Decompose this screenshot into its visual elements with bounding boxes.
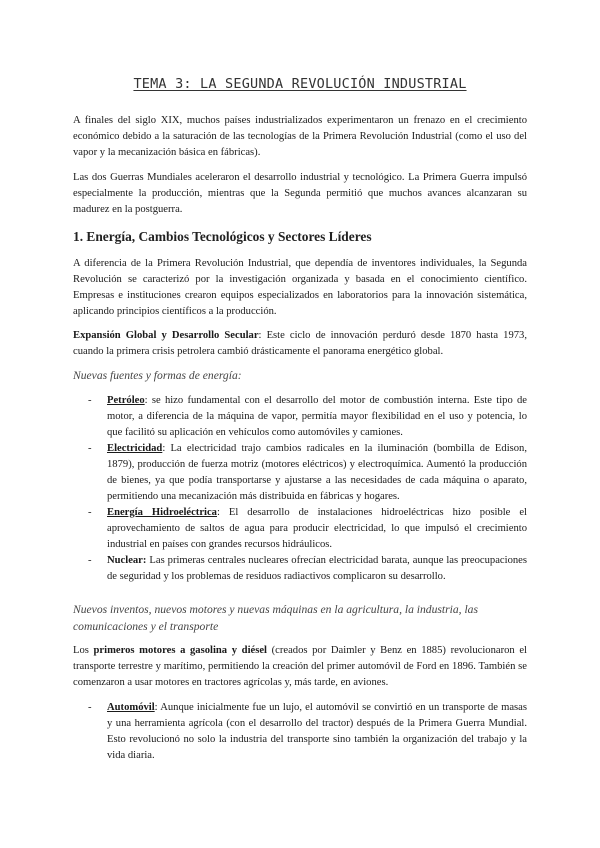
list-item-electricidad: [107, 441, 527, 505]
motors-text: (creados por Daimler y Benz en 1885) revolucionaron el transporte terrestre y marítimo, permitiendo la creación del primer automóvil de Ford en 1896. También se comenzaron a usar motores en tractores agrícolas y, más tarde, en aviones.: [73, 645, 527, 688]
motors-prefix: Los: [73, 645, 94, 656]
section-paragraph-3: [73, 643, 527, 691]
list-bullet: -: [88, 555, 92, 566]
intro-paragraph-2: Las dos Guerras Mundiales aceleraron el desarrollo industrial y tecnológico. La Primera Guerra impulsó especialmente la producción, mientras que la Segunda permitió que muchos avances alcanzaran su madurez en la postguerra.: [73, 172, 527, 215]
list-bullet: -: [88, 443, 92, 454]
list-item-automovil: [107, 700, 527, 764]
list-item-hidroelectrica: [107, 505, 527, 553]
intro-paragraph-1: A finales del siglo XIX, muchos países industrializados experimentaron un frenazo en el crecimiento económico debido a la saturación de las tecnologías de la Primera Revolución Industrial (como el uso del vapor y la mecanización básica en fábricas).: [73, 115, 527, 158]
item-text: : La electricidad trajo cambios radicales en la iluminación (bombilla de Edison, 1879), producción de fuerza motriz (motores eléctricos) y electroquímica. Aumentó la producción de bienes, ya que podía transportarse y ajustarse a las necesidades de cada máquina o aparato, permitiendo una mecanización más distribuida en fábricas y hogares.: [107, 443, 527, 502]
list-bullet: -: [88, 507, 92, 518]
list-item-petroleo: [107, 393, 527, 441]
motors-label: primeros motores a gasolina y diésel: [93, 645, 267, 656]
subheading-inventions: Nuevos inventos, nuevos motores y nuevas máquinas en la agricultura, la industria, las comunicaciones y el transporte: [73, 603, 478, 633]
item-label: Petróleo: [107, 395, 145, 406]
section-paragraph-2: [73, 328, 527, 360]
item-label: Nuclear:: [107, 555, 147, 566]
item-text: : se hizo fundamental con el desarrollo del motor de combustión interna. Este tipo de motor, a diferencia de la máquina de vapor, permitía mayor flexibilidad en el uso y potencia, lo que facilitó su aplicación en vehículos como automóviles y camiones.: [107, 395, 527, 438]
item-text: : Aunque inicialmente fue un lujo, el automóvil se convirtió en un transporte de masas y una herramienta agrícola (con el desarrollo del tractor) después de la Primera Guerra Mundial. Esto revolucionó no solo la industria del transporte sino también la organización del trabajo y la vida diaria.: [107, 702, 527, 761]
list-bullet: -: [88, 702, 92, 713]
item-text: Las primeras centrales nucleares ofrecían electricidad barata, aunque las preocupaciones de seguridad y los problemas de residuos radiactivos complicaron su desarrollo.: [107, 555, 527, 582]
item-label: Electricidad: [107, 443, 163, 454]
expansion-text: : Este ciclo de innovación perduró desde 1870 hasta 1973, cuando la primera crisis petrolera cambió drásticamente el panorama energético global.: [73, 330, 527, 357]
item-text: : El desarrollo de instalaciones hidroeléctricas hizo posible el aprovechamiento de saltos de agua para producir electricidad, lo que impulsó el crecimiento industrial en países con grandes recursos hidráulicos.: [107, 507, 527, 550]
item-label: Energía Hidroeléctrica: [107, 507, 217, 518]
expansion-label: Expansión Global y Desarrollo Secular: [73, 330, 259, 341]
section-paragraph-1: A diferencia de la Primera Revolución Industrial, que dependía de inventores individuales, la Segunda Revolución se caracterizó por la investigación organizada y basada en el conocimiento científico. Empresas e instituciones crearon equipos especializados en laboratorios para la innovación sistemática, aplicando principios científicos a la producción.: [73, 258, 527, 317]
item-label: Automóvil: [107, 702, 155, 713]
document-title: TEMA 3: LA SEGUNDA REVOLUCIÓN INDUSTRIAL: [133, 76, 467, 92]
list-bullet: -: [88, 395, 92, 406]
list-item-nuclear: [107, 553, 527, 585]
subheading-energy: Nuevas fuentes y formas de energía:: [73, 369, 242, 382]
section-heading: 1. Energía, Cambios Tecnológicos y Sectores Líderes: [73, 229, 372, 244]
